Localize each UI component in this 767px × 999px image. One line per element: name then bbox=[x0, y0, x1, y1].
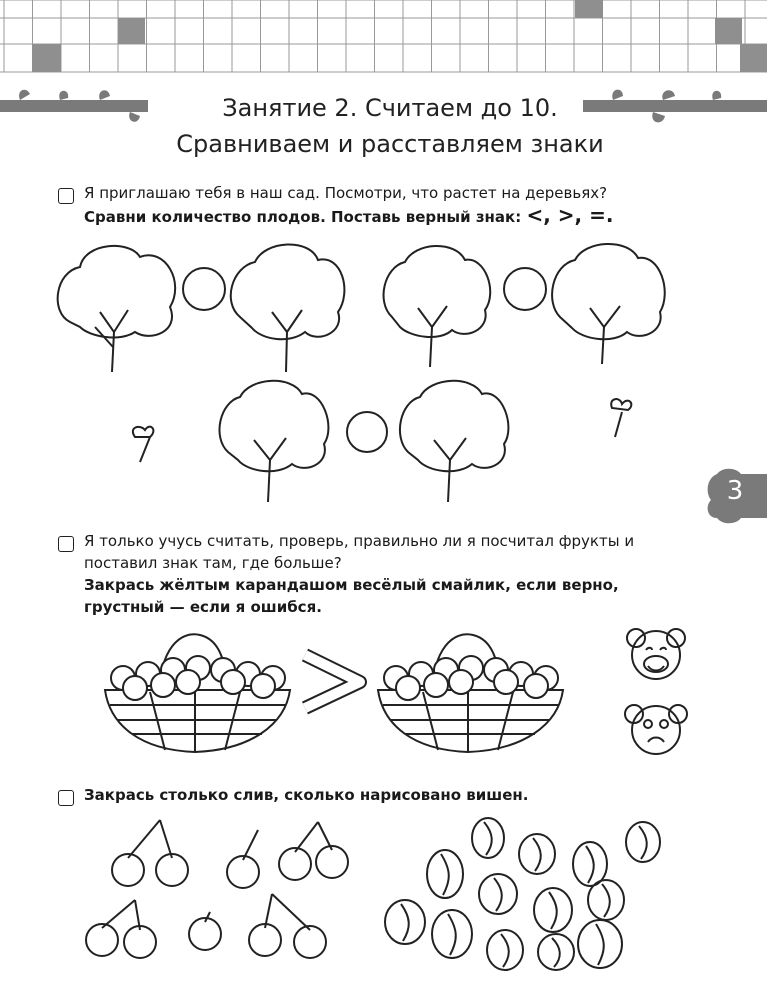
pear-tree-2-icon bbox=[552, 244, 665, 364]
page-number: 3 bbox=[726, 476, 744, 506]
apple-icon bbox=[449, 670, 473, 694]
cherry-icon bbox=[316, 846, 348, 878]
exercise3-checkbox[interactable] bbox=[58, 790, 74, 806]
cherry-icon bbox=[227, 856, 259, 888]
flower-icon bbox=[133, 427, 154, 462]
cherry-stem bbox=[272, 894, 310, 930]
cherry-icon bbox=[249, 924, 281, 956]
cherry-icon bbox=[279, 848, 311, 880]
apple-icon bbox=[221, 670, 245, 694]
apple-icon bbox=[123, 676, 147, 700]
exercise2-line2: поставил знак там, где больше? bbox=[84, 554, 342, 572]
exercise2-line3: Закрась жёлтым карандашом весёлый смайлик, если верно, bbox=[84, 576, 619, 594]
basket-right-icon bbox=[378, 634, 563, 752]
exercise3-line1: Закрась столько слив, сколько нарисовано вишен. bbox=[84, 786, 529, 804]
cherry-tree-2-icon bbox=[400, 381, 509, 502]
cherry-tree-1-icon bbox=[219, 381, 328, 502]
compare-circle-1 bbox=[183, 268, 225, 310]
exercise1-line1: Я приглашаю тебя в наш сад. Посмотри, что растет на деревьях? bbox=[84, 184, 608, 202]
apple-icon bbox=[424, 673, 448, 697]
exercise1-line2: Сравни количество плодов. Поставь верный знак: bbox=[84, 208, 527, 226]
cherry-stem bbox=[128, 820, 160, 858]
trees-illustration bbox=[0, 232, 767, 512]
compare-circle-3 bbox=[347, 412, 387, 452]
comparison-signs: <, >, =. bbox=[526, 203, 614, 227]
apple-icon bbox=[176, 670, 200, 694]
exercise1-checkbox[interactable] bbox=[58, 188, 74, 204]
cherries-and-plums-illustration bbox=[0, 812, 767, 992]
page-title-line2: Сравниваем и расставляем знаки bbox=[176, 130, 604, 158]
exercise2-line1: Я только учусь считать, проверь, правильно ли я посчитал фрукты и bbox=[84, 532, 635, 550]
page-title-line1: Занятие 2. Считаем до 10. bbox=[222, 94, 558, 122]
cherry-stem bbox=[160, 820, 172, 858]
cherry-icon bbox=[86, 924, 118, 956]
exercise2-checkbox[interactable] bbox=[58, 536, 74, 552]
baskets-illustration bbox=[0, 630, 767, 770]
cherry-stem bbox=[205, 912, 210, 922]
apple-icon bbox=[494, 670, 518, 694]
cherry-icon bbox=[294, 926, 326, 958]
sad-smiley-icon bbox=[625, 705, 687, 754]
basket-left-icon bbox=[105, 634, 290, 752]
happy-smiley-icon bbox=[627, 629, 685, 679]
apple-icon bbox=[524, 674, 548, 698]
top-grid-pattern bbox=[0, 0, 767, 78]
apple-icon bbox=[396, 676, 420, 700]
pear-tree-1-icon bbox=[384, 246, 491, 367]
apple-icon bbox=[251, 674, 275, 698]
apple-tree-2-icon bbox=[231, 244, 345, 372]
exercise2-line4: грустный — если я ошибся. bbox=[84, 598, 322, 616]
flower-icon bbox=[611, 399, 631, 437]
cherry-icon bbox=[189, 918, 221, 950]
apple-tree-1-icon bbox=[58, 246, 176, 372]
cherry-icon bbox=[124, 926, 156, 958]
apple-icon bbox=[151, 673, 175, 697]
left-branch-decoration bbox=[0, 86, 150, 126]
cherry-icon bbox=[156, 854, 188, 886]
cherry-icon bbox=[112, 854, 144, 886]
cherry-stem bbox=[265, 894, 272, 928]
compare-circle-2 bbox=[504, 268, 546, 310]
